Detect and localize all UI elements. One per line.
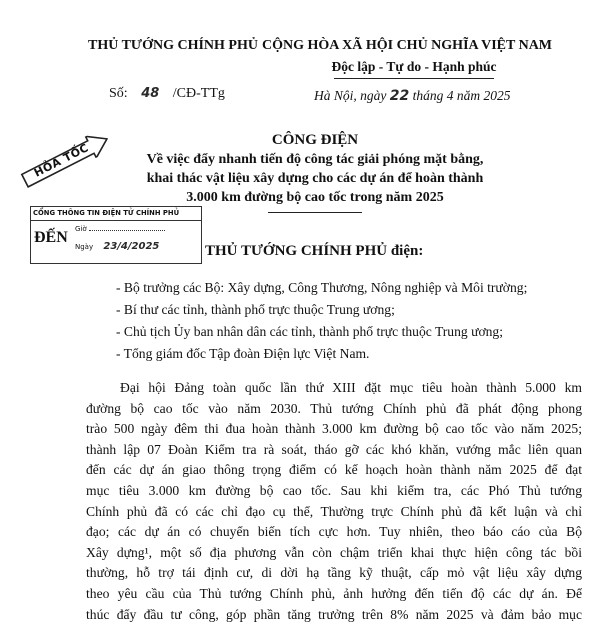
received-stamp bbox=[30, 206, 202, 264]
date-day: 22 bbox=[389, 88, 410, 104]
body-line: Chính phủ đã có các chỉ đạo cụ thể, Thường trực Chính phủ đã kết luận và chỉ bbox=[86, 503, 582, 519]
received-stamp-gio bbox=[75, 225, 165, 233]
body-paragraph bbox=[86, 378, 582, 625]
received-stamp-label: ĐẾN bbox=[34, 229, 68, 246]
body-line: đến các dự án giao thông trọng điểm có kế hoạch hoàn thành năm 2025 để đạt bbox=[86, 462, 582, 478]
body-line: trào 500 ngày đêm thi đua hoàn thành 3.000 km đường bộ cao tốc vào năm 2025; bbox=[86, 421, 582, 437]
subject-line-1: Về việc đẩy nhanh tiến độ công tác giải phóng mặt bằng, bbox=[146, 152, 484, 167]
ngay-value: 23/4/2025 bbox=[103, 241, 160, 252]
received-stamp-ngay bbox=[75, 241, 159, 252]
motto-underline bbox=[334, 78, 494, 79]
urgent-stamp bbox=[18, 128, 114, 193]
body-line: Xây dựng¹, một số địa phương vẫn còn chậm triển khai thực hiện công tác bồi bbox=[86, 544, 582, 560]
number-prefix: Số: bbox=[109, 86, 128, 101]
subject-line-3: 3.000 km đường bộ cao tốc trong năm 2025 bbox=[186, 190, 444, 205]
body-line: đạo; các dự án có chuyển biến tích cực hơn. Tuy nhiên, theo báo cáo của Bộ bbox=[86, 524, 582, 540]
body-line: thành lập 07 Đoàn Kiểm tra rà soát, tháo gỡ các khó khăn, vướng mắc liên quan bbox=[86, 441, 582, 457]
subject-line-2: khai thác vật liệu xây dựng cho các dự án để hoàn thành bbox=[146, 171, 484, 186]
body-line: theo yêu cầu của Thủ tướng Chính phủ, ảnh hưởng đến tiến độ các dự án. Để bbox=[86, 585, 582, 601]
gio-line bbox=[89, 230, 165, 231]
country-name: CỘNG HÒA XÃ HỘI CHỦ NGHĨA VIỆT NAM bbox=[262, 38, 553, 53]
recipient-item: - Bí thư các tỉnh, thành phố trực thuộc Trung ương; bbox=[116, 302, 395, 317]
subject-underline bbox=[268, 212, 362, 213]
received-stamp-org: CỔNG THÔNG TIN ĐIỆN TỬ CHÍNH PHỦ bbox=[33, 209, 180, 217]
body-line: mục tiêu 3.000 km đường bộ cao tốc. Sau khi kiểm tra, các Phó Thủ tướng bbox=[86, 482, 582, 498]
recipient-item: - Chủ tịch Ủy ban nhân dân các tỉnh, thành phố trực thuộc Trung ương; bbox=[116, 324, 504, 339]
body-line: Đại hội Đảng toàn quốc lần thứ XIII đặt mục tiêu hoàn thành 5.000 km bbox=[120, 380, 582, 395]
recipient-item: - Tổng giám đốc Tập đoàn Điện lực Việt Nam. bbox=[116, 346, 370, 361]
date-suffix: tháng 4 năm 2025 bbox=[412, 88, 511, 103]
urgent-stamp-text: HỎA TỐC bbox=[32, 141, 91, 180]
agency-name: THỦ TƯỚNG CHÍNH PHỦ bbox=[88, 38, 258, 53]
body-line: thúc đẩy đầu tư công, góp phần tăng trưởng trên 8% năm 2025 và đảm bảo mục bbox=[86, 606, 582, 622]
document-type: CÔNG ĐIỆN bbox=[271, 132, 359, 148]
recipient-item: - Bộ trưởng các Bộ: Xây dựng, Công Thương, Nông nghiệp và Môi trường; bbox=[116, 280, 528, 295]
number-value: 48 bbox=[141, 86, 160, 101]
document-number bbox=[109, 86, 225, 102]
body-line: đường bộ cao tốc vào năm 2030. Thủ tướng Chính phủ đã phát động phong bbox=[86, 400, 582, 416]
document-date bbox=[314, 88, 510, 104]
date-prefix: Hà Nội, ngày bbox=[314, 88, 387, 103]
national-motto: Độc lập - Tự do - Hạnh phúc bbox=[331, 59, 497, 74]
body-line: thường, hỗ trợ tái định cư, di dời hạ tầng kỹ thuật, cấp mỏ vật liệu xây dựng bbox=[86, 565, 582, 581]
received-stamp-divider bbox=[31, 220, 201, 221]
number-suffix: /CĐ-TTg bbox=[172, 86, 225, 101]
sender-line: THỦ TƯỚNG CHÍNH PHỦ điện: bbox=[205, 243, 424, 259]
gio-label: Giờ bbox=[75, 225, 87, 233]
ngay-label: Ngày bbox=[75, 243, 94, 251]
